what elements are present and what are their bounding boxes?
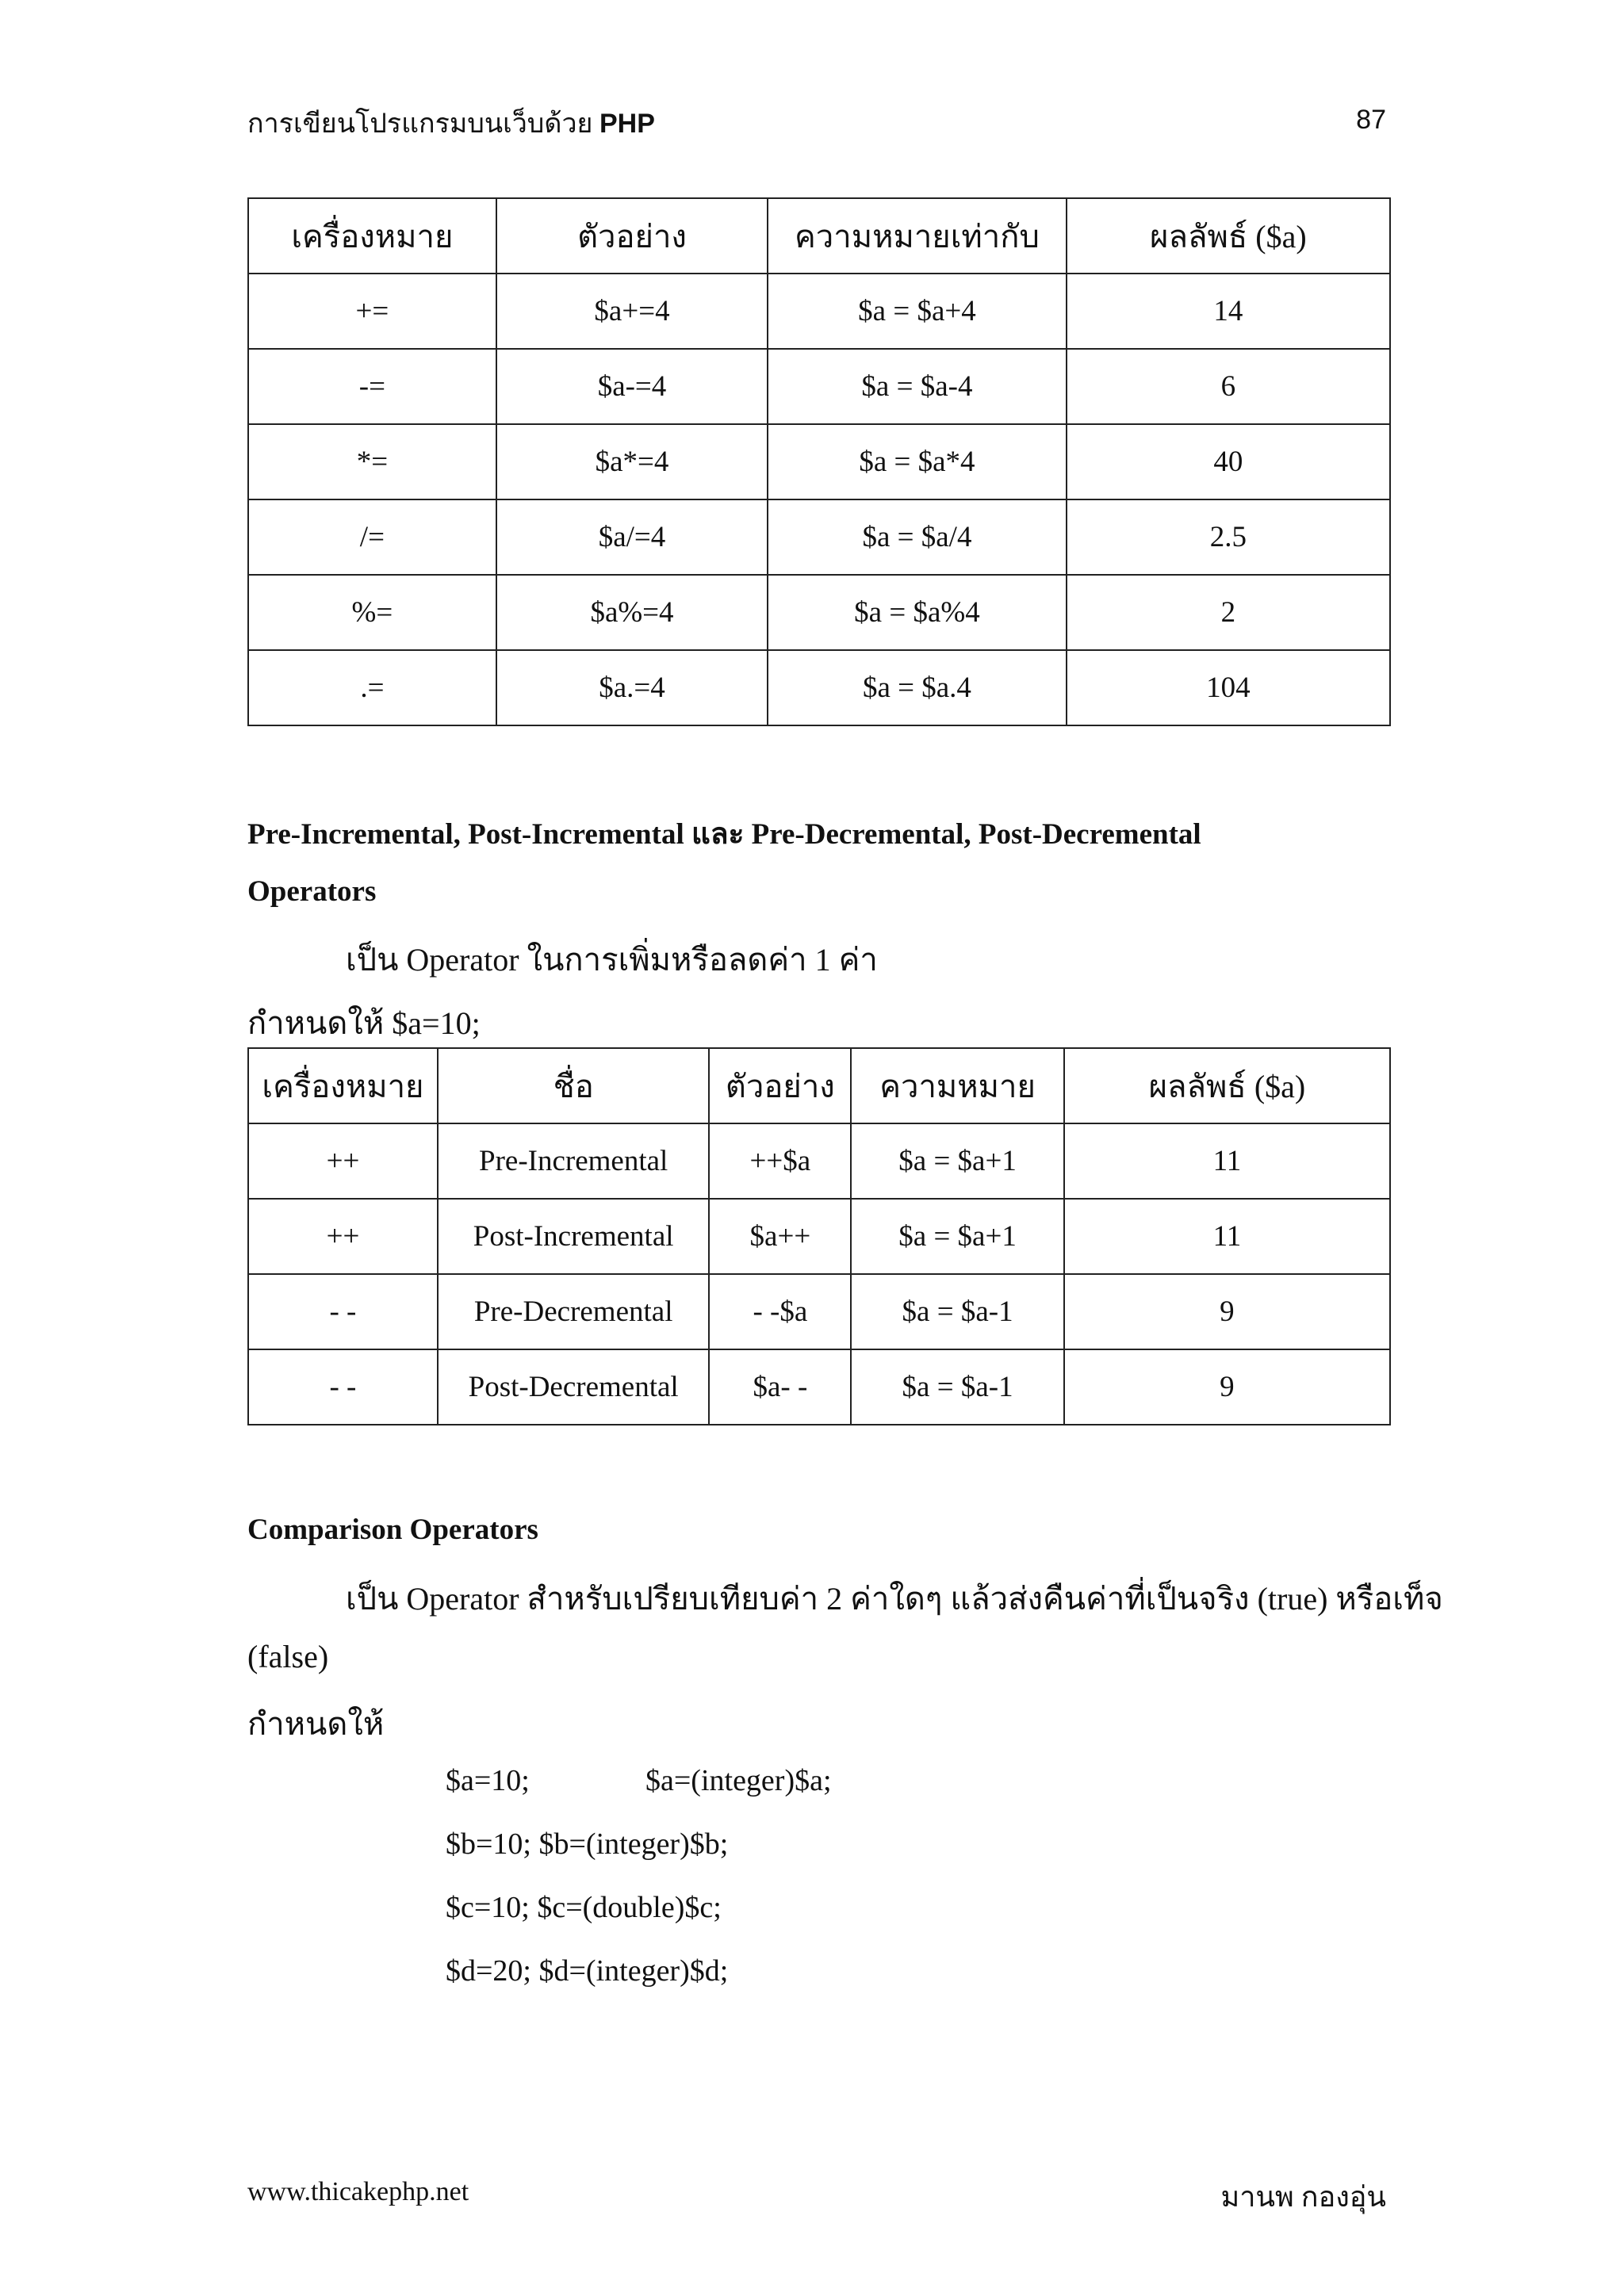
table-cell: 2.5 xyxy=(1067,499,1390,575)
comparison-given: กำหนดให้ xyxy=(247,1706,385,1742)
table-cell: $a = $a%4 xyxy=(768,575,1066,650)
table-row xyxy=(248,1199,1390,1274)
table-row xyxy=(248,1349,1390,1425)
table-row xyxy=(248,349,1390,424)
increment-given: กำหนดให้ $a=10; xyxy=(247,1005,481,1041)
header-title-php: PHP xyxy=(599,109,655,139)
table-cell: 11 xyxy=(1064,1199,1390,1274)
table-cell: 9 xyxy=(1064,1274,1390,1349)
table-cell: $a+=4 xyxy=(496,274,768,349)
table-cell: += xyxy=(248,274,496,349)
code-cast: $c=(double)$c; xyxy=(537,1891,722,1924)
code-assign: $b=10; xyxy=(446,1827,531,1861)
table-cell: *= xyxy=(248,424,496,499)
footer-author: มานพ กองอุ่น xyxy=(1220,2181,1386,2213)
table-cell: $a*=4 xyxy=(496,424,768,499)
table-cell: $a = $a-1 xyxy=(851,1274,1064,1349)
section-heading-increment-cont: Operators xyxy=(247,875,377,908)
code-line xyxy=(446,1827,728,1862)
table-cell: Post-Decremental xyxy=(438,1349,710,1425)
table-row xyxy=(248,650,1390,725)
table-cell: Pre-Decremental xyxy=(438,1274,710,1349)
table-cell: $a = $a-1 xyxy=(851,1349,1064,1425)
increment-description: เป็น Operator ในการเพิ่มหรือลดค่า 1 ค่า xyxy=(346,942,878,978)
table-header-row xyxy=(248,1048,1390,1123)
table-row xyxy=(248,1274,1390,1349)
table-row xyxy=(248,499,1390,575)
table-cell: 6 xyxy=(1067,349,1390,424)
table-cell: $a = $a+1 xyxy=(851,1199,1064,1274)
code-line xyxy=(446,1890,722,1925)
table-cell: -= xyxy=(248,349,496,424)
table-header-cell: ชื่อ xyxy=(438,1048,710,1123)
table-header-cell: เครื่องหมาย xyxy=(248,198,496,274)
code-line xyxy=(446,1763,832,1798)
assignment-operators-table xyxy=(247,197,1391,726)
code-line xyxy=(446,1954,728,1988)
page-number: 87 xyxy=(1356,105,1386,135)
code-cast: $a=(integer)$a; xyxy=(645,1764,832,1797)
table-cell: $a%=4 xyxy=(496,575,768,650)
code-assign: $d=20; xyxy=(446,1954,531,1988)
table-cell: /= xyxy=(248,499,496,575)
table-header-cell: ตัวอย่าง xyxy=(496,198,768,274)
comparison-description-cont: (false) xyxy=(247,1639,329,1674)
table-cell: ++ xyxy=(248,1199,438,1274)
table-cell: 40 xyxy=(1067,424,1390,499)
table-cell: $a- - xyxy=(709,1349,851,1425)
table-header-cell: ผลลัพธ์ ($a) xyxy=(1064,1048,1390,1123)
table-cell: ++ xyxy=(248,1123,438,1199)
table-cell: 9 xyxy=(1064,1349,1390,1425)
table-cell: $a = $a*4 xyxy=(768,424,1066,499)
table-row xyxy=(248,575,1390,650)
running-header-title xyxy=(247,101,655,144)
increment-operators-table xyxy=(247,1047,1391,1425)
section-heading-increment: Pre-Incremental, Post-Incremental และ Pre-Decremental, Post-Decremental xyxy=(247,818,1201,851)
table-header-cell: ความหมายเท่ากับ xyxy=(768,198,1066,274)
table-row xyxy=(248,1123,1390,1199)
table-header-cell: ตัวอย่าง xyxy=(709,1048,851,1123)
table-cell: - -$a xyxy=(709,1274,851,1349)
table-cell: Pre-Incremental xyxy=(438,1123,710,1199)
table-cell: 104 xyxy=(1067,650,1390,725)
table-cell: $a++ xyxy=(709,1199,851,1274)
table-cell: .= xyxy=(248,650,496,725)
table-cell: $a = $a+4 xyxy=(768,274,1066,349)
table-cell: $a = $a+1 xyxy=(851,1123,1064,1199)
table-header-cell: ผลลัพธ์ ($a) xyxy=(1067,198,1390,274)
table-cell: 11 xyxy=(1064,1123,1390,1199)
comparison-description: เป็น Operator สำหรับเปรียบเทียบค่า 2 ค่าใดๆ แล้วส่งคืนค่าที่เป็นจริง (true) หรือเท็จ xyxy=(346,1581,1443,1617)
footer-website: www.thicakephp.net xyxy=(247,2177,469,2206)
table-header-cell: ความหมาย xyxy=(851,1048,1064,1123)
table-cell: $a-=4 xyxy=(496,349,768,424)
code-cast: $b=(integer)$b; xyxy=(538,1827,729,1861)
table-cell: %= xyxy=(248,575,496,650)
table-cell: $a/=4 xyxy=(496,499,768,575)
table-cell: $a = $a/4 xyxy=(768,499,1066,575)
table-cell: $a.=4 xyxy=(496,650,768,725)
code-cast: $d=(integer)$d; xyxy=(538,1954,729,1988)
table-row xyxy=(248,424,1390,499)
section-heading-comparison: Comparison Operators xyxy=(247,1513,538,1546)
table-cell: ++$a xyxy=(709,1123,851,1199)
table-cell: - - xyxy=(248,1274,438,1349)
table-cell: 14 xyxy=(1067,274,1390,349)
table-header-cell: เครื่องหมาย xyxy=(248,1048,438,1123)
table-cell: 2 xyxy=(1067,575,1390,650)
table-header-row xyxy=(248,198,1390,274)
table-cell: Post-Incremental xyxy=(438,1199,710,1274)
header-title-thai: การเขียนโปรแกรมบนเว็บด้วย xyxy=(247,109,593,139)
table-cell: - - xyxy=(248,1349,438,1425)
code-assign: $c=10; xyxy=(446,1891,530,1924)
code-assign: $a=10; xyxy=(446,1764,530,1797)
table-cell: $a = $a.4 xyxy=(768,650,1066,725)
table-cell: $a = $a-4 xyxy=(768,349,1066,424)
table-row xyxy=(248,274,1390,349)
